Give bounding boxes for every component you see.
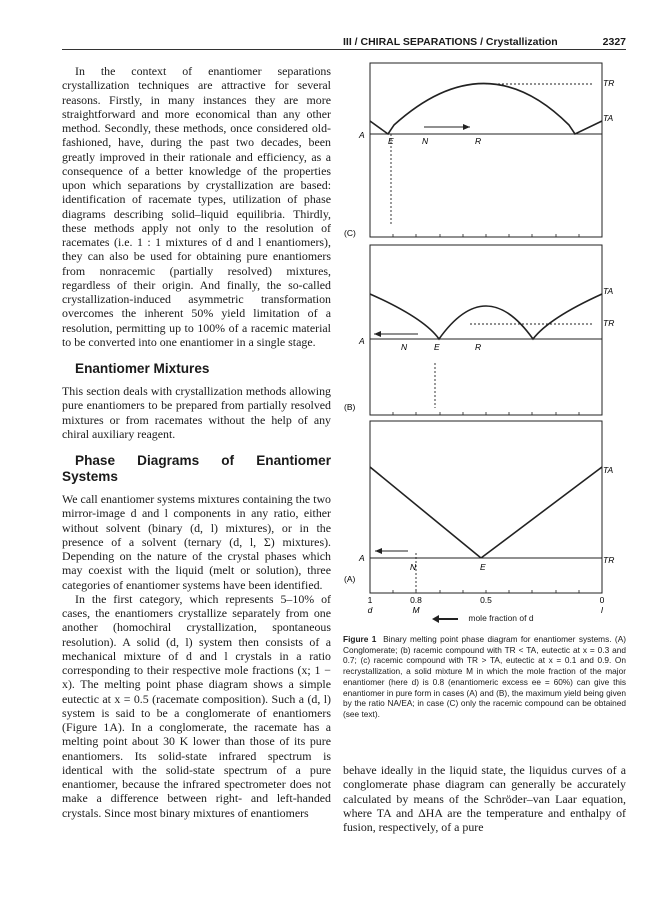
panel-label: (C) xyxy=(344,228,356,238)
section-heading-phase-diagrams: Phase Diagrams of Enantiomer Systems xyxy=(62,453,331,484)
temp-label: TR xyxy=(603,318,615,328)
temp-label: TA xyxy=(603,465,614,475)
axis-end-label: l xyxy=(601,605,603,615)
point-label: N xyxy=(401,342,408,352)
body-paragraph: In the first category, which represents 5–10% of cases, the enantiomers crystallize separately from one another (homochiral crystallization, spontaneous resolution). A solid (d, l) system then consists of a mechanical mixture of d and l crystals in a ratio corresponding to their respective mole fractions (x; 1 − x). The melting point phase diagram shows a simple eutectic at x = 0.5 (racemate composition). Such a (d, l) system is said to be a conglomerate of enantiomers (Figure 1A). In a conglomerate, the racemate has a melting point about 30 K lower than those of its pure enantiomers. Its solid-state infrared spectrum is identical with the solid-state spectrum of a pure enantiomer, because the infrared spectrometer does not make a difference between right- and left-handed crystals. Since most binary mixtures of enantiomers xyxy=(62,591,331,820)
left-column xyxy=(62,64,331,820)
temp-label: TR xyxy=(603,555,615,565)
x-axis-title xyxy=(432,613,534,623)
temp-label: TA xyxy=(603,113,614,123)
axis-point-label: M xyxy=(412,605,420,615)
panel-label: (A) xyxy=(344,574,356,584)
panel-c xyxy=(344,63,614,238)
figure-caption xyxy=(343,634,626,720)
point-label: R xyxy=(475,342,482,352)
axis-tick-label: 1 xyxy=(367,595,373,605)
point-label: N xyxy=(410,562,417,572)
point-label: A xyxy=(359,553,365,563)
header-rule xyxy=(62,49,626,50)
point-label: N xyxy=(422,136,429,146)
point-label: A xyxy=(359,130,365,140)
temp-label: TA xyxy=(603,286,614,296)
point-label: R xyxy=(475,136,482,146)
intro-paragraph: In the context of enantiomer separations crystallization techniques are attractive for several reasons. Firstly, in many instances they are more straightforward and more economical than any other method. Secondly, these methods, once considered old-fashioned, have, during the past two decades, been greatly improved in their rationale and efficiency, as a consequence of a better knowledge of the properties upon which separations by crystallization are based: identification of racemate types, utilization of phase diagrams describing solid–liquid equilibria. Thirdly, these methods apply not only to the resolution of racemates (i.e. 1 : 1 mixtures of d and l enantiomers), they can also be used for obtaining pure enantiomers from nonracemic (partially resolved) mixtures, regardless of their origin. And finally, the so-called crystallization-induced asymmetric transformation overcomes the inherent 50% yield limitation of a resolution, permitting up to 100% of a racemic material to be converted into one enantiomer in a single stage. xyxy=(62,64,331,349)
temp-label: TR xyxy=(603,78,615,88)
caption-label: Figure 1 xyxy=(343,634,377,644)
caption-text: Binary melting point phase diagram for enantiomer systems. (A) Conglomerate; (b) racemic compound with TR < TA, eutectic at x = 0.3 and 0.7; (c) racemic compound with TR > TA, eutectic at x = 0.1 and 0.9. On recrystallization, a solid mixture M in which the mole fraction of the major enantiomer (here d) is 0.8 (enantiomeric excess ee = 60%) can give this enantiomer in pure form in cases (A) and (B), the maximum yield being given by the ratio NA/EA; in case (C) only the racemic compound can be obtained (see text). xyxy=(343,634,626,719)
panel-label: (B) xyxy=(344,402,356,412)
body-paragraph: behave ideally in the liquid state, the liquidus curves of a conglomerate phase diagram can generally be accurately calculated by means of the Schröder–van Laar equation, where TA and ΔHA are the temperature and enthalpy of fusion, respectively, of a pure xyxy=(343,763,626,834)
section-heading-enantiomer-mixtures: Enantiomer Mixtures xyxy=(75,361,210,376)
axis-tick-label: 0.8 xyxy=(410,595,422,605)
panel-a xyxy=(344,421,614,615)
right-column-text xyxy=(343,763,626,834)
section-paragraph: This section deals with crystallization methods allowing pure enantiomers to be prepared from partially resolved mixtures or from racemates without the help of any chiral auxiliary reagent. xyxy=(62,384,331,441)
page-number: 2327 xyxy=(602,36,626,48)
body-paragraph: We call enantiomer systems mixtures containing the two mirror-image d and l components in any ratio, either without solvent (binary (d, l) mixtures), or in the presence of a solvent (ternary (d, l, Σ) mixtures). Depending on the nature of the crystal phases which may coexist with the liquid (melt or solution), three categories of enantiomer systems have been identified. xyxy=(62,492,331,592)
axis-tick-label: 0.5 xyxy=(480,595,492,605)
point-label: E xyxy=(480,562,486,572)
left-arrow-icon xyxy=(432,615,458,623)
header-title: III / CHIRAL SEPARATIONS / Crystallization xyxy=(343,36,558,48)
point-label: E xyxy=(434,342,440,352)
point-label: E xyxy=(388,136,394,146)
x-axis-label: mole fraction of d xyxy=(468,613,534,623)
figure-1 xyxy=(340,58,630,623)
axis-tick-label: 0 xyxy=(599,595,605,605)
panel-b xyxy=(344,245,614,415)
axis-end-label: d xyxy=(367,605,373,615)
point-label: A xyxy=(359,336,365,346)
